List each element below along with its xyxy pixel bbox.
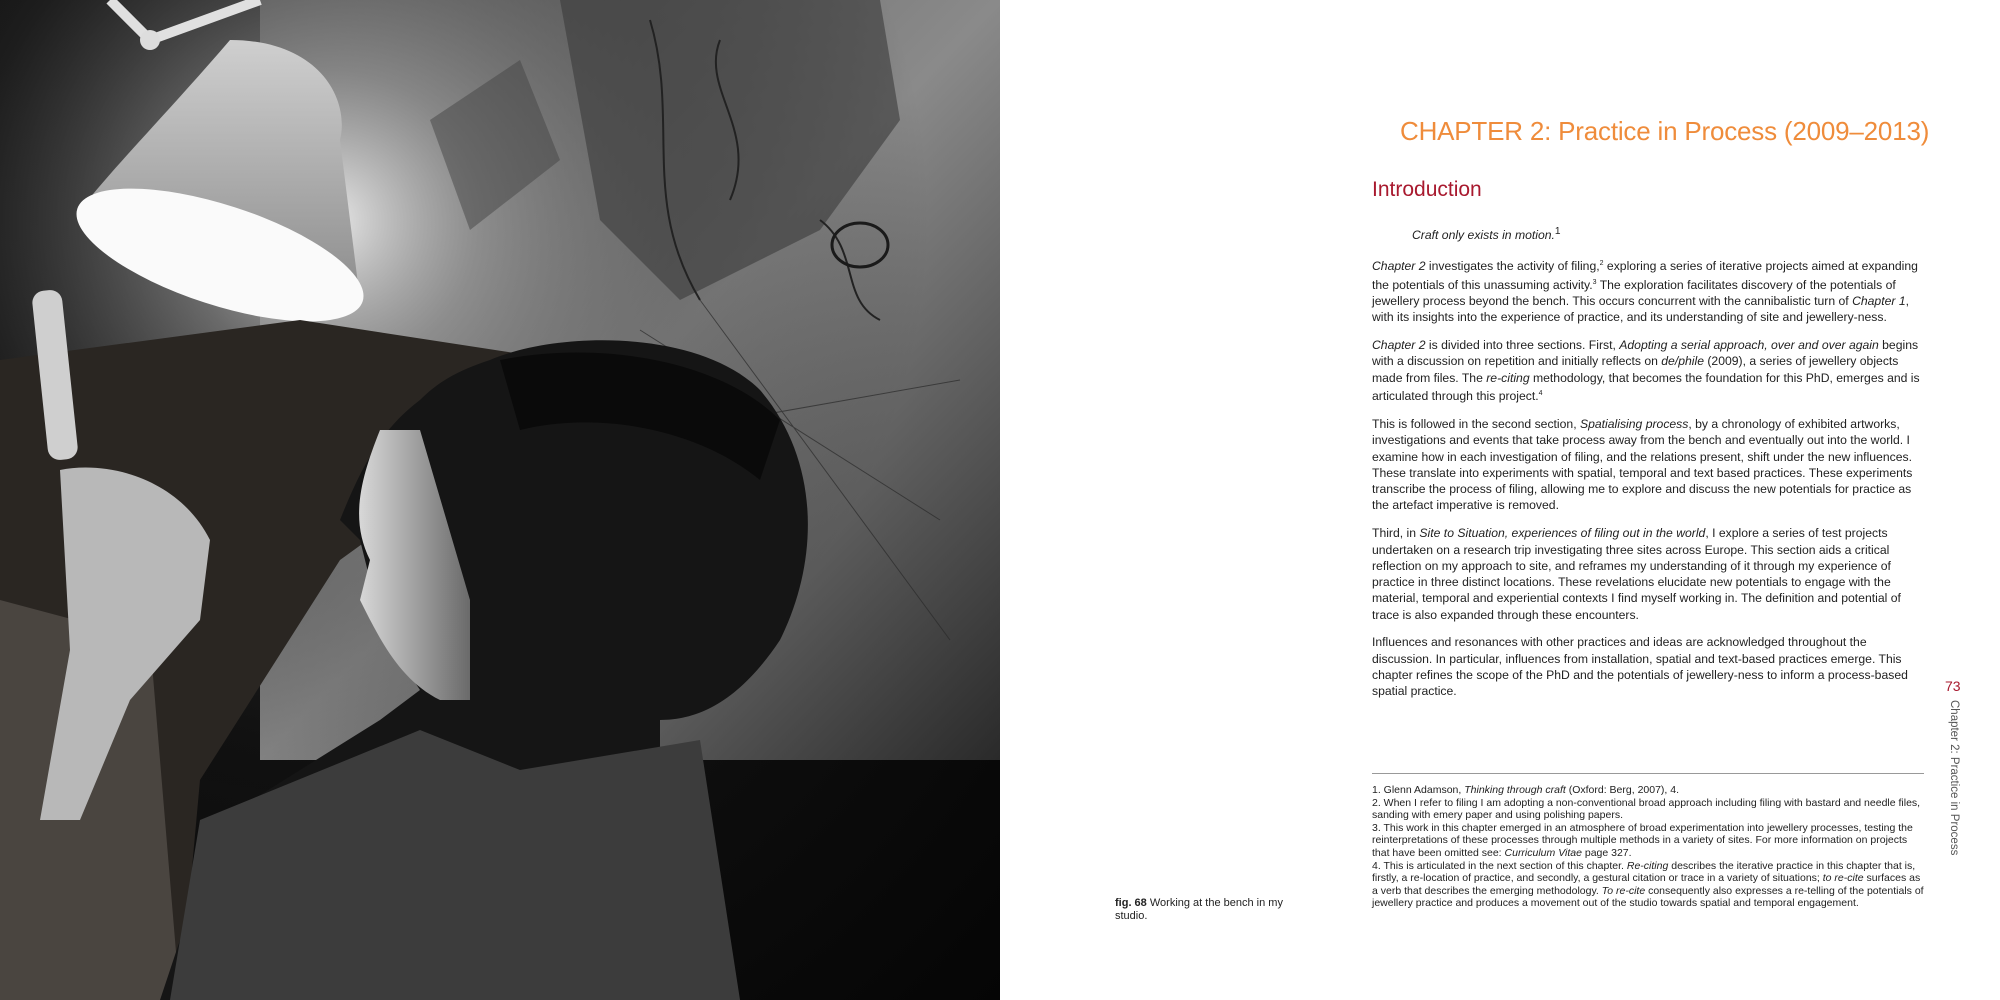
text-run: Re-citing [1626,859,1669,872]
text-run: (2009), a series of jewellery objects made from files. The [1372,354,1899,385]
page-number: 73 [1945,678,1961,694]
body-text [1372,224,1924,711]
text-page [1000,0,2000,1000]
text-run: 3. This work in this chapter emerged in an atmosphere of broad experimentation into jewellery processes, testing the reinterpretations of these processes through multiple methods in a variety of sites. For more information on projects that have been omitted see: [1372,821,1913,859]
footnote [1372,784,1924,797]
text-run: surfaces as a verb that describes the emerging methodology. [1372,872,1921,897]
footnotes [1372,784,1924,910]
paragraph [1372,634,1924,699]
figure-caption-text: Working at the bench in my studio. [1115,897,1283,922]
figure-caption [1115,897,1315,923]
running-head: Chapter 2: Practice in Process [1948,700,1960,856]
text-run: de/phile [1661,354,1704,369]
text-run: Chapter 1 [1852,294,1906,309]
text-run: page 327. [1581,846,1632,859]
text-run: Chapter 2 [1372,259,1426,274]
text-run: , by a chronology of exhibited artworks, investigations and events that take process away from the bench and eventually out into the world. I examine how in each investigation of filing, and the relations present, shift under the new influences. These translate into experiments with spatial, temporal and text based practices. These experiments transcribe the process of filing, allowing me to explore and discuss the new potentials for practice as the artefact imperative is removed. [1372,416,1913,513]
text-run: 4. This is articulated in the next section of this chapter. [1372,859,1627,872]
epigraph [1372,224,1924,243]
footnote-ref: 2 [1599,260,1604,268]
text-run: 1. Glenn Adamson, [1372,784,1465,796]
text-run: The exploration facilitates discovery of the potentials of jewellery process beyond the bench. This occurs concurrent with the cannibalistic turn of [1372,277,1896,309]
text-run: is divided into three sections. First, [1425,338,1620,353]
epigraph-text: Craft only exists in motion. [1412,228,1555,243]
text-run: Adopting a serial approach, over and over again [1619,338,1879,353]
text-run: Spatialising process [1579,416,1689,431]
text-run: , with its insights into the experience of practice, and its understanding of site and jewellery-ness. [1372,294,1909,325]
footnote-divider [1372,773,1924,774]
text-run: exploring a series of iterative projects aimed at expanding the potentials of this unassuming activity. [1372,259,1918,292]
text-run: Third, in [1372,526,1420,541]
text-run: Chapter 2 [1372,338,1426,353]
text-run: investigates the activity of filing, [1425,259,1600,274]
text-run: methodology, that becomes the foundation for this PhD, emerges and is articulated through this project. [1372,370,1920,404]
footnote [1372,822,1924,860]
footnote-ref: 4 [1538,390,1543,398]
footnote-ref: 3 [1592,278,1597,286]
text-run: consequently also expresses a re-telling of the potentials of jewellery practice and produces a movement out of the studio towards spatial and temporal engagement. [1372,884,1924,910]
text-run: This is followed in the second section, [1372,416,1580,431]
text-run: begins with a discussion on repetition and initially reflects on [1372,338,1919,369]
chapter-title: CHAPTER 2: Practice in Process (2009–2013) [1400,116,1930,146]
paragraph [1372,416,1924,514]
footnote [1372,797,1924,822]
text-run: describes the iterative practice in this chapter that is, firstly, a re-location of practice, and secondly, a gestural citation or trace in a variety of situations; [1372,859,1916,885]
text-run: , I explore a series of test projects undertaken on a research trip investigating three sites across Europe. This section aids a critical reflection on my approach to site, and reframes my understanding of it through my experience of practice in three distinct locations. These revelations elucidate new potentials to engage with the material, temporal and experiential contexts I find myself working in. The definition and potential of trace is also expanded through these encounters. [1372,526,1901,622]
paragraph [1372,337,1924,404]
text-run: Curriculum Vitae [1504,846,1582,859]
text-run: Influences and resonances with other practices and ideas are acknowledged throughout the discussion. In particular, influences from installation, spatial and text-based practices emerge. This chapter refines the scope of the PhD and the potentials of jewellery-ness to inform a process-based spatial practice. [1372,635,1908,699]
text-run: To re-cite [1601,884,1646,897]
footnote-ref: 1 [1554,226,1561,237]
text-run: Thinking through craft [1464,784,1566,796]
figure-label: fig. 68 [1115,897,1147,909]
paragraph [1372,525,1924,623]
text-run: re-citing [1486,370,1530,385]
text-run: to re-cite [1822,872,1864,885]
text-run: 2. When I refer to filing I am adopting a non-conventional broad approach including filing with bastard and needle files, sanding with emery paper and using polishing papers. [1372,796,1921,822]
text-run: Site to Situation, experiences of filing out in the world [1419,526,1706,541]
footnote [1372,860,1924,910]
section-heading: Introduction [1372,178,1482,201]
paragraph [1372,256,1924,325]
text-run: (Oxford: Berg, 2007), 4. [1565,784,1680,796]
